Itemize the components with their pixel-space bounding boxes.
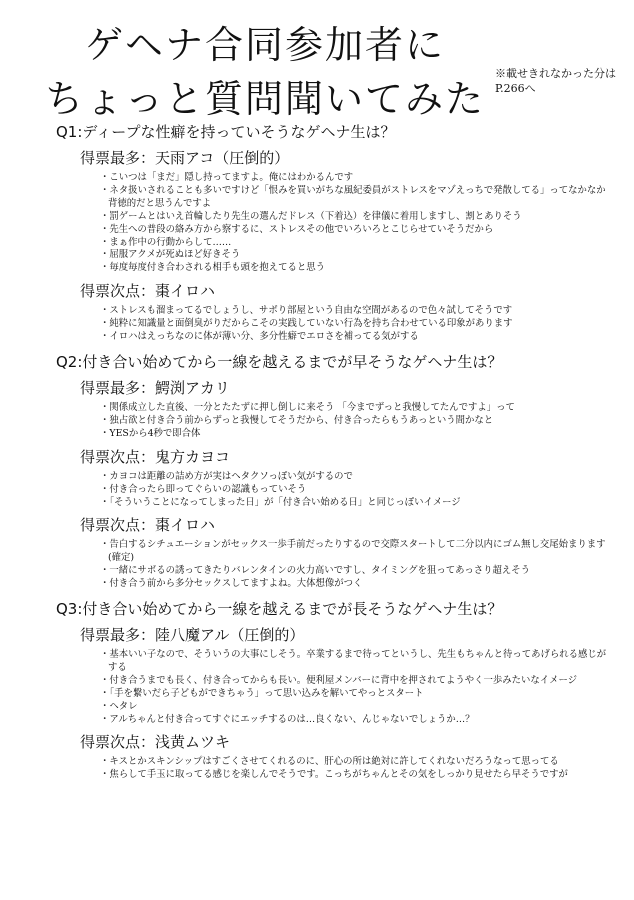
comment-item: ・ 毎度毎度付き合わされる相手も頭を抱えてると思う	[100, 262, 608, 275]
vote-result-block	[56, 148, 608, 275]
comment-item: ・ 付き合ったら即ってぐらいの認識もっていそう	[100, 484, 608, 497]
vote-result-label: 得票次点：棗イロハ	[80, 282, 216, 301]
question-heading: Q1:ディープな性癖を持っていそうなゲヘナ生は？	[56, 123, 396, 141]
vote-result-label: 得票次点：鬼方カヨコ	[80, 447, 231, 466]
comment-item: ・ カヨコは距離の詰め方が実はヘタクソっぽい気がするので	[100, 471, 608, 484]
vote-result-label: 得票次点：浅黄ムツキ	[80, 733, 231, 752]
survey-content	[56, 122, 608, 790]
comment-list	[100, 756, 608, 782]
vote-result-block	[56, 281, 608, 344]
comment-item: ・ ヘタレ	[100, 701, 608, 714]
comment-item: ・ 「手を繋いだら子どもができちゃう」って思い込みを解いてやっとスタート	[100, 688, 608, 701]
comment-item: ・ アルちゃんと付き合ってすぐにエッチするのは…良くない、んじゃないでしょうか…？	[100, 714, 608, 727]
vote-result-block	[56, 515, 608, 591]
comment-item: ・ 告白するシチュエーションがセックス一歩手前だったりするので交際スタートして二分以内にゴム無し交尾始まります(確定)	[100, 539, 608, 565]
question-heading: Q3:付き合い始めてから一線を越えるまでが長そうなゲヘナ生は？	[56, 600, 503, 619]
comment-list	[100, 649, 608, 726]
comment-item: ・ キスとかスキンシップはすごくさせてくれるのに、肝心の所は絶対に許してくれないだろうなって思ってる	[100, 756, 608, 769]
comment-item: ・ 付き合う前から多分セックスしてますよね。大体想像がつく	[100, 578, 608, 591]
comment-item: ・ イロハはえっちなのに体が薄い分、多分性癖でエロさを補ってる気がする	[100, 331, 608, 344]
comment-item: ・ まぁ作中の行動からして……	[100, 237, 608, 250]
overflow-note: ※載せきれなかった分はP.266へ	[495, 67, 616, 95]
comment-list	[100, 539, 608, 591]
vote-result-block	[56, 625, 608, 726]
vote-result-label: 得票最多：鰐渕アカリ	[80, 378, 230, 397]
comment-item: ・ 屈服アクメが死ぬほど好きそう	[100, 249, 608, 262]
comment-list	[100, 471, 608, 510]
comment-item: ・ 一緒にサボるの誘ってきたりバレンタインの火力高いですし、タイミングを狙ってあっさり超えそう	[100, 565, 608, 578]
vote-result-label: 得票最多：天雨アコ（圧倒的）	[80, 149, 290, 167]
comment-item: ・ 付き合うまでも長く、付き合ってからも長い。便利屋メンバーに背中を押されてようやく一歩みたいなイメージ	[100, 675, 608, 688]
comment-item: ・ 基本いい子なので、そういうの大事にしそう。卒業するまで待ってというし、先生もちゃんと待ってあげられる感じがする	[100, 649, 608, 675]
page-title	[0, 18, 530, 126]
comment-item: ・ こいつは「まだ」隠し持ってますよ。俺にはわかるんです	[100, 172, 608, 185]
comment-item: ・ 独占欲と付き合う前からずっと我慢してそうだから、付き合ったらもうあっという間かなと	[100, 415, 608, 428]
comment-item: ・ 先生への普段の絡み方から察するに、ストレスその他でいろいろとこじらせていそうだから	[100, 224, 608, 237]
comment-item: ・ ネタ扱いされることも多いですけど「恨みを買いがちな風紀委員がストレスをマゾえっちで発散してる」ってなかなか背徳的だと思うんですよ	[100, 185, 608, 211]
comment-item: ・ 関係成立した直後、一分とたたずに押し倒しに来そう 「今までずっと我慢してたんですよ」って	[100, 402, 608, 415]
question-block-1	[56, 122, 608, 344]
vote-result-label: 得票最多：陸八魔アル（圧倒的）	[80, 626, 305, 645]
vote-result-block	[56, 732, 608, 782]
comment-list	[100, 402, 608, 441]
comment-item: ・ 「そういうことになってしまった日」が「付き合い始める日」と同じっぽいイメージ	[100, 497, 608, 510]
vote-result-block	[56, 378, 608, 441]
question-heading: Q2:付き合い始めてから一線を越えるまでが早そうなゲヘナ生は？	[56, 352, 503, 371]
comment-item: ・ 純粋に知識量と面倒臭がりだからこその実践していない行為を持ち合わせている印象があります	[100, 318, 608, 331]
title-line-1: ゲヘナ合同参加者に	[84, 23, 445, 67]
comment-item: ・ YESから4秒で即合体	[100, 428, 608, 441]
comment-item: ・ ストレスも溜まってるでしょうし、サボり部屋という自由な空間があるので色々試してそうです	[100, 305, 608, 318]
vote-result-block	[56, 447, 608, 510]
question-block-2	[56, 352, 608, 591]
comment-item: ・ 罰ゲームとはいえ首輪したり先生の選んだドレス（下着込）を律儀に着用しますし、割とありそう	[100, 211, 608, 224]
question-block-3	[56, 599, 608, 782]
vote-result-label: 得票次点：棗イロハ	[80, 516, 216, 535]
comment-list	[100, 305, 608, 344]
title-line-2: ちょっと質問聞いてみた	[44, 77, 485, 121]
comment-list	[100, 172, 608, 275]
comment-item: ・ 焦らして手玉に取ってる感じを楽しんでそうです。こっちがちゃんとその気をしっかり見せたら早そうですが	[100, 769, 608, 782]
